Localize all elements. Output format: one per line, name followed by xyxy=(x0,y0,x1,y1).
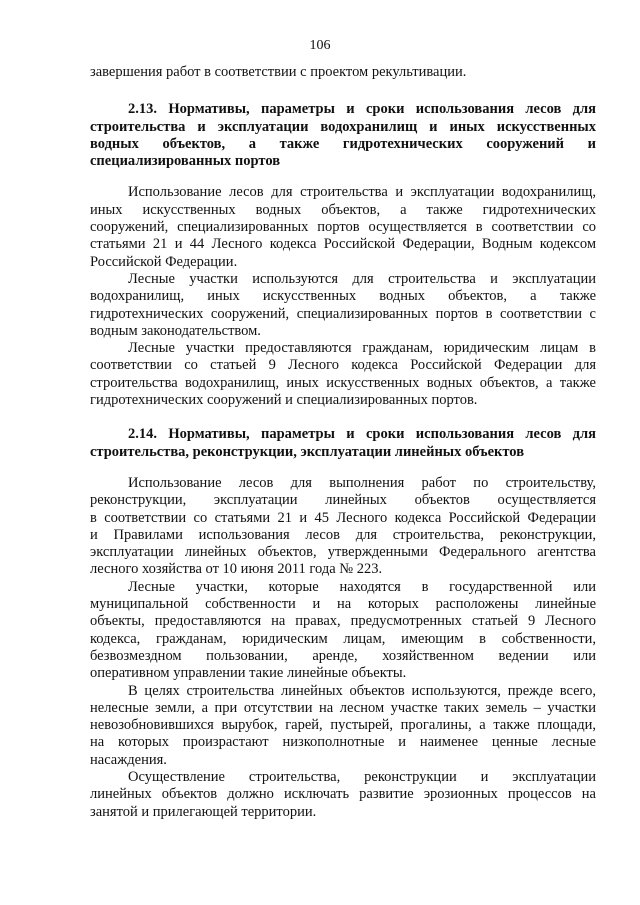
text-line: насаждения. xyxy=(90,751,167,768)
text-line: гидротехнических сооружений, специализированных портов в соответствии с xyxy=(90,305,596,322)
text-line: оперативном управлении такие линейные объекты. xyxy=(90,665,407,682)
section-2-13-paragraph-2 xyxy=(90,271,596,340)
heading-line: водных объектов, а также гидротехнических сооружений и xyxy=(90,135,596,152)
text-line: на которых произрастают низкополнотные и наименее ценные лесные xyxy=(90,734,596,751)
text-line: и Правилами использования лесов для строительства, реконструкции, xyxy=(90,526,596,543)
text-line: Лесные участки предоставляются гражданам, юридическим лицам в xyxy=(128,340,596,357)
text-line: Лесные участки, которые находятся в государственной или xyxy=(128,578,596,595)
section-2-13-paragraph-1 xyxy=(90,184,596,270)
text-line: статьями 21 и 44 Лесного кодекса Российской Федерации, Водным кодексом xyxy=(90,236,596,253)
text-line: безвозмездном пользовании, аренде, хозяйственном ведении или xyxy=(90,647,596,664)
page-number: 106 xyxy=(309,38,331,53)
text-line: Использование лесов для выполнения работ по строительству, xyxy=(128,474,596,491)
page-content xyxy=(90,64,596,821)
section-2-13-paragraph-3 xyxy=(90,340,596,409)
text-line: сооружений, специализированных портов осуществляется в соответствии со xyxy=(90,219,596,236)
section-2-14-paragraph-1 xyxy=(90,475,596,579)
text-line: муниципальной собственности и на которых расположены линейные xyxy=(90,596,596,613)
text-line: Осуществление строительства, реконструкции и эксплуатации xyxy=(128,768,596,785)
heading-line: 2.13. Нормативы, параметры и сроки использования лесов для xyxy=(128,101,596,118)
text-line: Лесные участки используются для строительства и эксплуатации xyxy=(128,270,596,287)
text-line: линейных объектов должно исключать развитие эрозионных процессов на xyxy=(90,786,596,803)
text-line: лесного хозяйства от 10 июня 2011 года № 223. xyxy=(90,561,383,578)
text-line: занятой и прилегающей территории. xyxy=(90,803,317,820)
heading-line: специализированных портов xyxy=(90,153,281,170)
section-2-14-paragraph-3 xyxy=(90,683,596,769)
section-2-14-heading xyxy=(90,426,596,461)
heading-line: строительства, реконструкции, эксплуатации линейных объектов xyxy=(90,443,525,460)
text-line: невозобновившихся вырубок, гарей, пустырей, прогалины, а также площади, xyxy=(90,717,596,734)
text-line: соответствии со статьей 9 Лесного кодекса Российской Федерации для xyxy=(90,357,596,374)
text-line: Использование лесов для строительства и эксплуатации водохранилищ, xyxy=(128,184,596,201)
heading-line: строительства и эксплуатации водохранилищ и иных искусственных xyxy=(90,118,596,135)
text-line: строительства водохранилищ, иных искусственных водных объектов, а также xyxy=(90,374,596,391)
text-line: нелесные земли, а при отсутствии на лесном участке таких земель – участки xyxy=(90,699,596,716)
text-line: Российской Федерации. xyxy=(90,253,238,270)
text-line: В целях строительства линейных объектов используются, прежде всего, xyxy=(128,682,596,699)
text-line: водохранилищ, иных искусственных водных объектов, а также xyxy=(90,288,596,305)
heading-line: 2.14. Нормативы, параметры и сроки использования лесов для xyxy=(128,426,596,443)
section-2-14-paragraph-4 xyxy=(90,769,596,821)
text-line: объекты, предоставляются на правах, предусмотренных статьей 9 Лесного xyxy=(90,613,596,630)
text-line: эксплуатации линейных объектов, утвержденными Федерального агентства xyxy=(90,544,596,561)
section-2-14-paragraph-2 xyxy=(90,579,596,683)
section-2-13-heading xyxy=(90,101,596,170)
text-line: иных искусственных водных объектов, а также гидротехнических xyxy=(90,201,596,218)
text-line: реконструкции, эксплуатации линейных объектов осуществляется xyxy=(90,492,596,509)
text-line: в соответствии со статьями 21 и 45 Лесного кодекса Российской Федерации xyxy=(90,509,596,526)
continuation-text xyxy=(90,64,596,81)
text-line: водным законодательством. xyxy=(90,322,261,339)
text-line: кодекса, гражданам, юридическим лицам, имеющим в собственности, xyxy=(90,630,596,647)
text-line: завершения работ в соответствии с проектом рекультивации. xyxy=(90,64,467,80)
text-line: гидротехнических сооружений и специализированных портов. xyxy=(90,392,478,409)
